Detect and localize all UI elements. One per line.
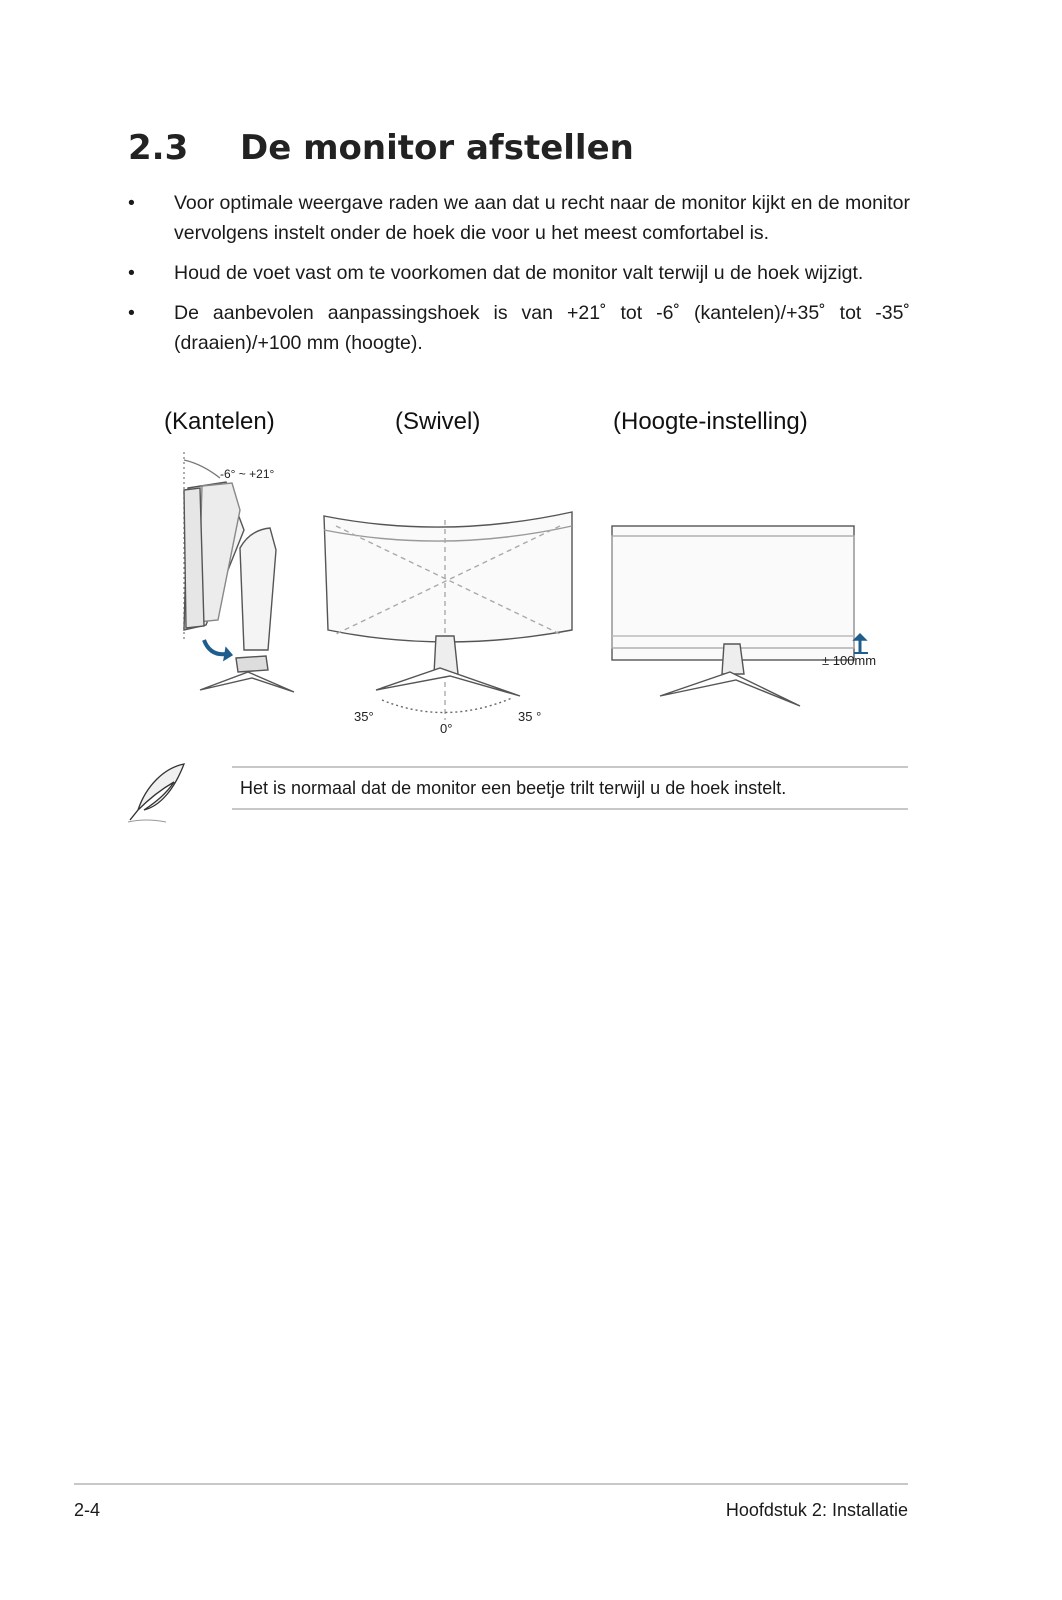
tilt-arrow-icon (204, 640, 226, 654)
swivel-center-label: 0° (440, 721, 453, 736)
bullet-icon: • (128, 262, 135, 284)
instruction-text: Houd de voet vast om te voorkomen dat de monitor valt terwijl u de hoek wijzigt. (174, 262, 864, 284)
stand-base (376, 668, 520, 696)
section-title: De monitor afstellen (240, 128, 634, 168)
section-heading (128, 128, 634, 168)
instruction-item (128, 188, 910, 248)
stand-base (660, 672, 800, 706)
quill-icon (126, 760, 192, 826)
instruction-text: De aanbevolen aanpassingshoek is van +21˚ tot -6˚ (kantelen)/+35˚ tot -35˚ (draaien)/+100 mm (hoogte). (174, 302, 910, 354)
swivel-diagram (324, 512, 572, 736)
stand-base (200, 672, 294, 692)
stand-neck (722, 644, 744, 674)
chapter-label: Hoofdstuk 2: Installatie (725, 1500, 908, 1520)
tilt-diagram (184, 452, 294, 692)
tilt-range-label: -6° ~ +21° (220, 467, 275, 481)
bullet-icon: • (128, 302, 135, 324)
monitor-front (612, 526, 854, 660)
instruction-item (128, 258, 910, 288)
stand-neck (240, 528, 276, 650)
section-number: 2.3 (128, 128, 189, 168)
height-arrowhead-icon (854, 634, 866, 640)
height-range-label: ± 100mm (822, 653, 877, 668)
stand-hinge (236, 656, 268, 672)
instruction-list (128, 188, 910, 368)
swivel-caption: (Swivel) (395, 408, 481, 435)
monitor-upright (184, 488, 204, 628)
adjustment-illustration (140, 450, 900, 750)
bullet-icon: • (128, 192, 135, 214)
note-bottom-rule (232, 808, 908, 810)
footer-rule (74, 1483, 908, 1485)
swivel-arc (382, 698, 512, 713)
tilt-arrowhead-icon (224, 648, 232, 660)
page-number: 2-4 (74, 1500, 101, 1520)
height-caption: (Hoogte-instelling) (613, 408, 808, 435)
note-text: Het is normaal dat de monitor een beetje trilt terwijl u de hoek instelt. (240, 778, 787, 798)
instruction-item (128, 298, 910, 358)
instruction-text: Voor optimale weergave raden we aan dat u recht naar de monitor kijkt en de monitor vervolgens instelt onder de hoek die voor u het meest comfortabel is. (174, 192, 911, 244)
note-top-rule (232, 766, 908, 768)
tilt-arc (184, 460, 220, 478)
height-diagram (612, 526, 876, 706)
tilt-caption: (Kantelen) (164, 408, 275, 435)
swivel-right-label: 35 ° (518, 709, 542, 724)
swivel-left-label: 35° (354, 709, 374, 724)
